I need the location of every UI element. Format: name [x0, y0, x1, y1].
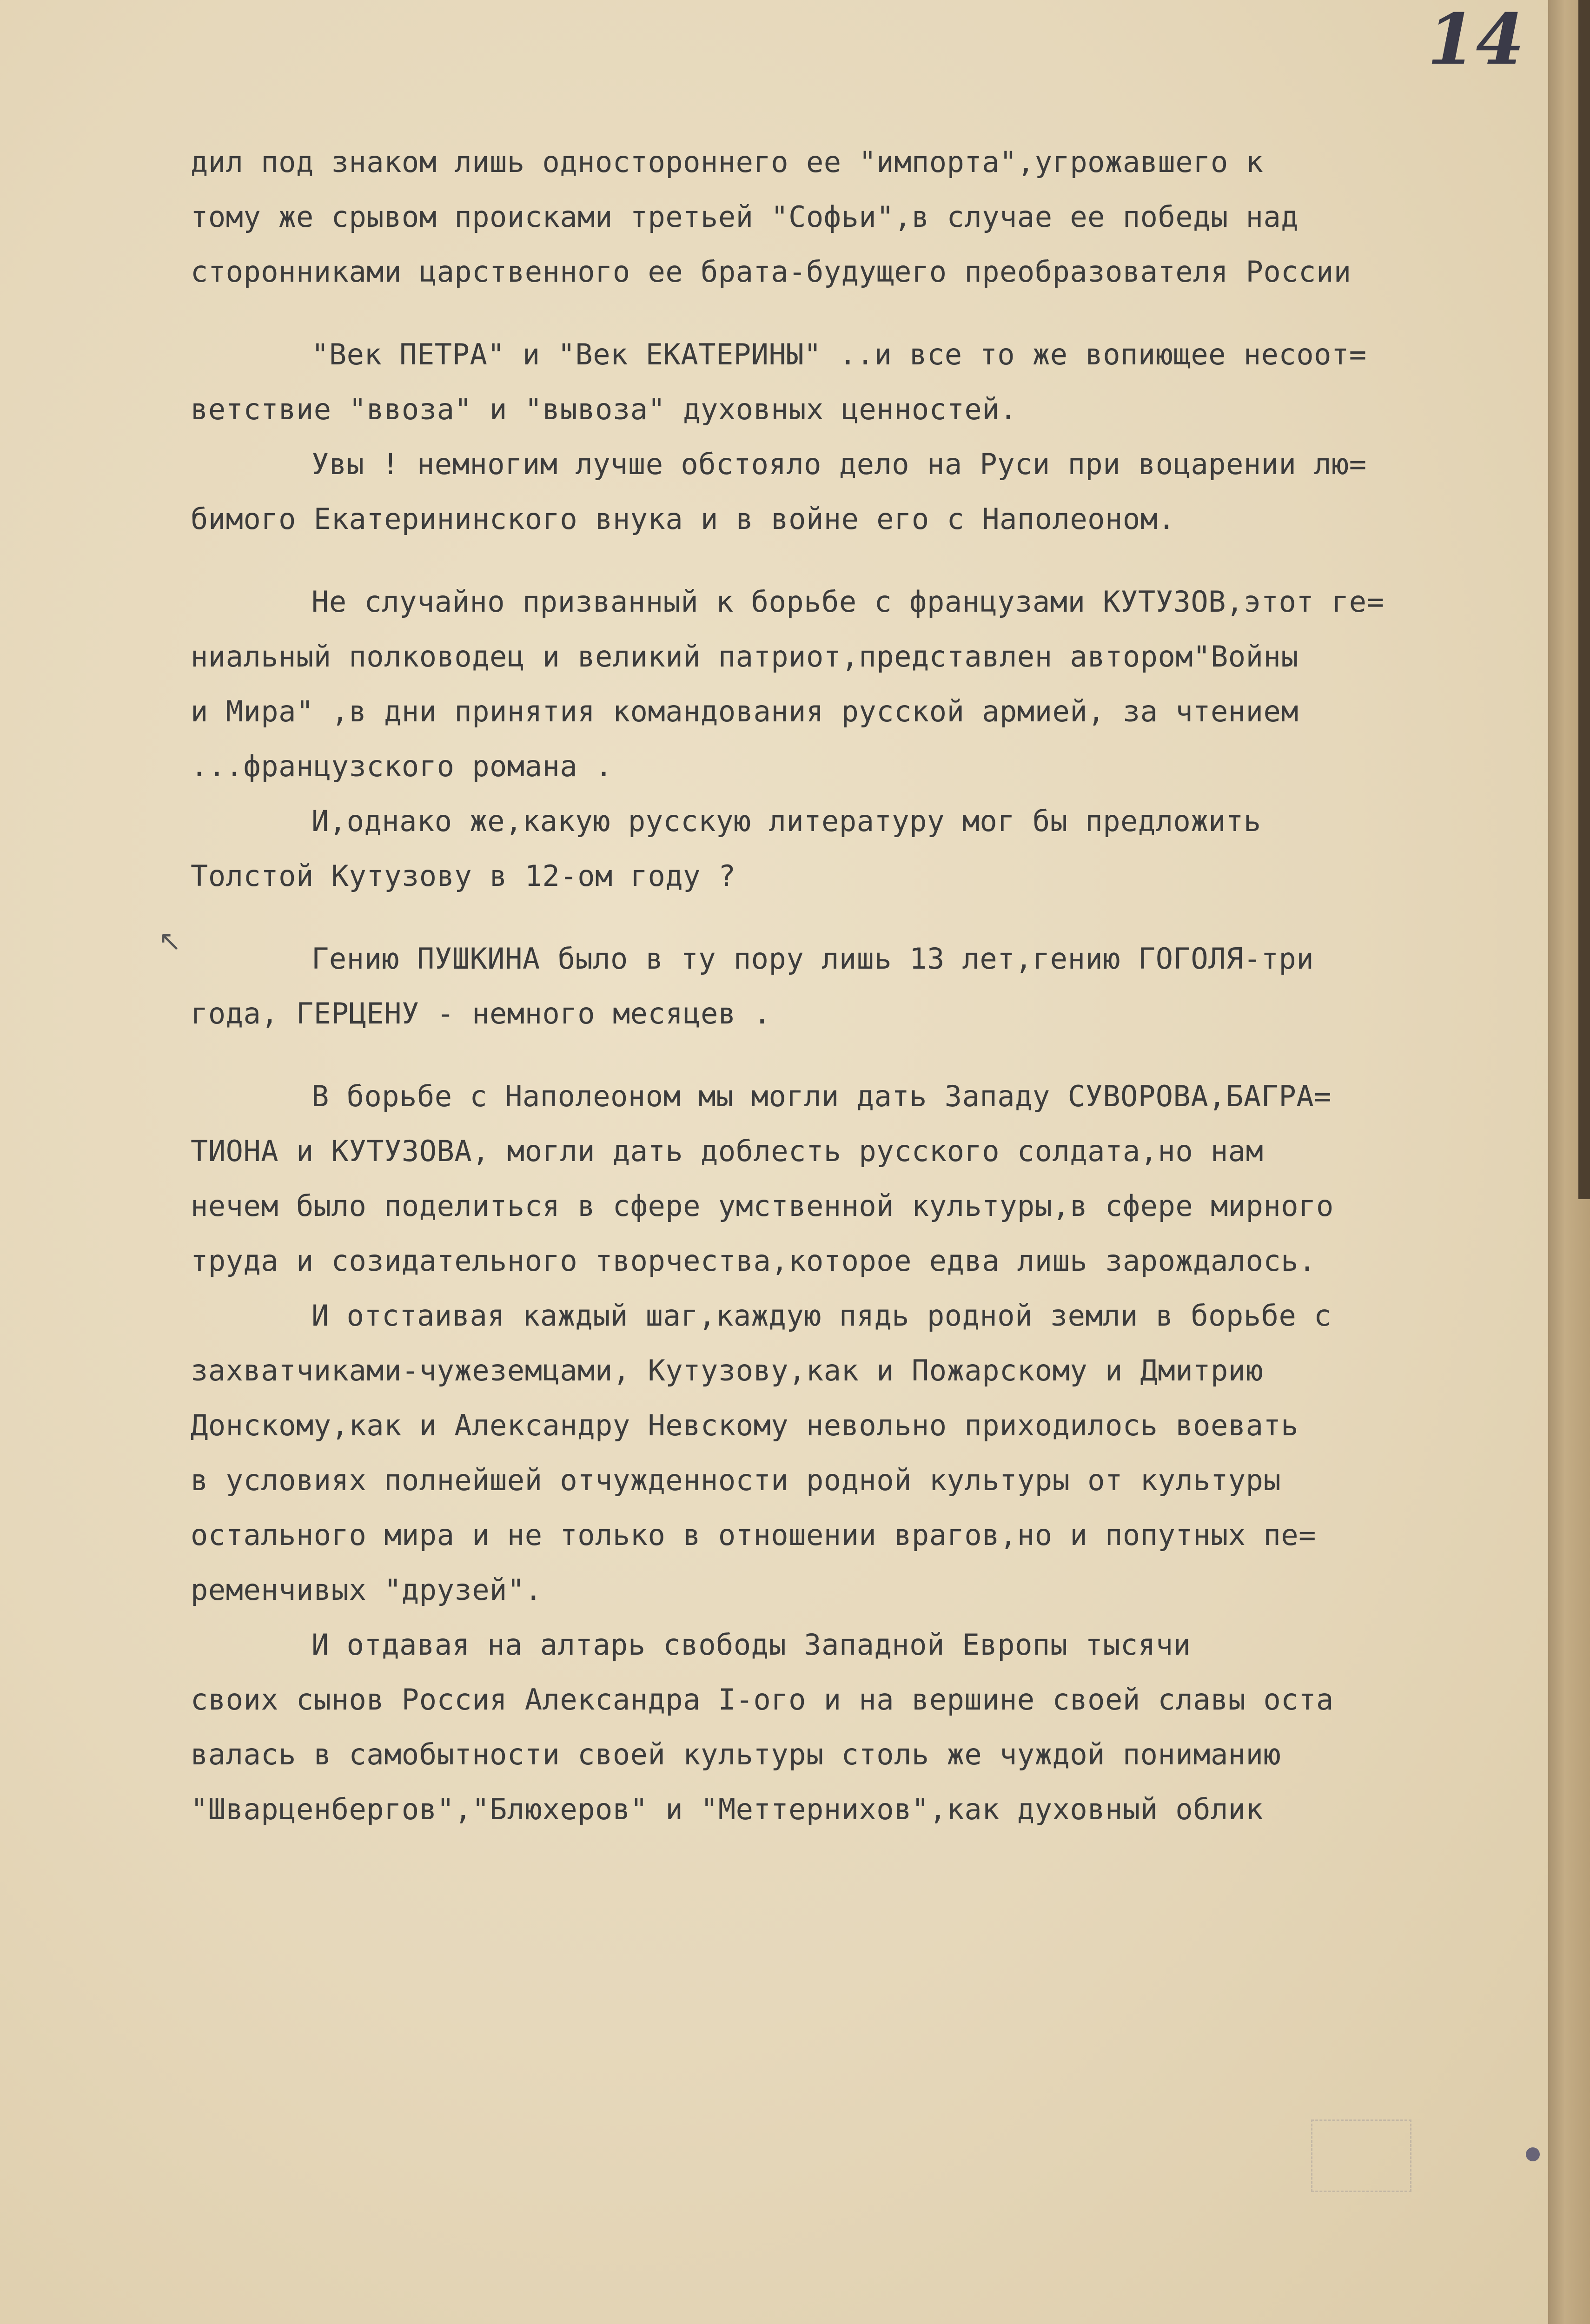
page-number: 14: [1427, 0, 1524, 80]
text-line: ...французского романа .: [191, 749, 613, 783]
text-line: труда и созидательного творчества,которое едва лишь зарождалось.: [191, 1244, 1316, 1278]
text-line: Не случайно призванный к борьбе с французами КУТУЗОВ,этот ге=: [311, 585, 1385, 619]
text-line: дил под знаком лишь одностороннего ее "импорта",угрожавшего к: [191, 145, 1264, 179]
faded-stamp-mark: [1311, 2119, 1411, 2192]
text-line: "Шварценбергов","Блюхеров" и "Меттернихов",как духовный облик: [191, 1792, 1264, 1826]
text-line: года, ГЕРЦЕНУ - немного месяцев .: [191, 997, 771, 1030]
text-line: бимого Екатерининского внука и в войне его с Наполеоном.: [191, 502, 1176, 536]
text-line: сторонниками царственного ее брата-будущего преобразователя России: [191, 255, 1352, 289]
text-line: ТИОНА и КУТУЗОВА, могли дать доблесть русского солдата,но нам: [191, 1134, 1264, 1168]
text-line: Гению ПУШКИНА было в ту пору лишь 13 лет,гению ГОГОЛЯ-три: [311, 942, 1314, 976]
text-line: "Век ПЕТРА" и "Век ЕКАТЕРИНЫ" ..и все то же вопиющее несоот=: [311, 337, 1367, 371]
text-line: захватчиками-чужеземцами, Кутузову,как и Пожарскому и Дмитрию: [191, 1353, 1264, 1387]
text-line: Толстой Кутузову в 12-ом году ?: [191, 859, 736, 893]
text-line: И отстаивая каждый шаг,каждую пядь родной земли в борьбе с: [311, 1299, 1332, 1333]
text-line: своих сынов Россия Александра I-ого и на вершине своей славы оста: [191, 1683, 1334, 1717]
text-line: И,однако же,какую русскую литературу мог бы предложить: [311, 804, 1261, 838]
text-line: ременчивых "друзей".: [191, 1573, 543, 1607]
text-line: валась в самобытности своей культуры столь же чуждой пониманию: [191, 1737, 1281, 1771]
text-line: В борьбе с Наполеоном мы могли дать Западу СУВОРОВА,БАГРА=: [311, 1079, 1332, 1113]
text-line: тому же срывом происками третьей "Софьи",в случае ее победы над: [191, 200, 1299, 234]
text-line: и Мира" ,в дни принятия командования русской армией, за чтением: [191, 694, 1299, 728]
text-line: в условиях полнейшей отчужденности родной культуры от культуры: [191, 1463, 1281, 1497]
text-line: Донскому,как и Александру Невскому невольно приходилось воевать: [191, 1408, 1299, 1442]
ink-spot-mark: [1526, 2147, 1540, 2161]
text-line: нечем было поделиться в сфере умственной культуры,в сфере мирного: [191, 1189, 1334, 1223]
text-line: ниальный полководец и великий патриот,представлен автором"Войны: [191, 640, 1299, 673]
binding-edge: [1578, 0, 1590, 1199]
text-line: Увы ! немногим лучше обстояло дело на Руси при воцарении лю=: [311, 447, 1367, 481]
text-line: ветствие "ввоза" и "вывоза" духовных ценностей.: [191, 392, 1017, 426]
typed-text-body: [191, 135, 1502, 1837]
text-line: И отдавая на алтарь свободы Западной Европы тысячи: [311, 1628, 1191, 1662]
text-line: остального мира и не только в отношении врагов,но и попутных пе=: [191, 1518, 1316, 1552]
margin-arrow-mark: ↖: [158, 925, 182, 957]
